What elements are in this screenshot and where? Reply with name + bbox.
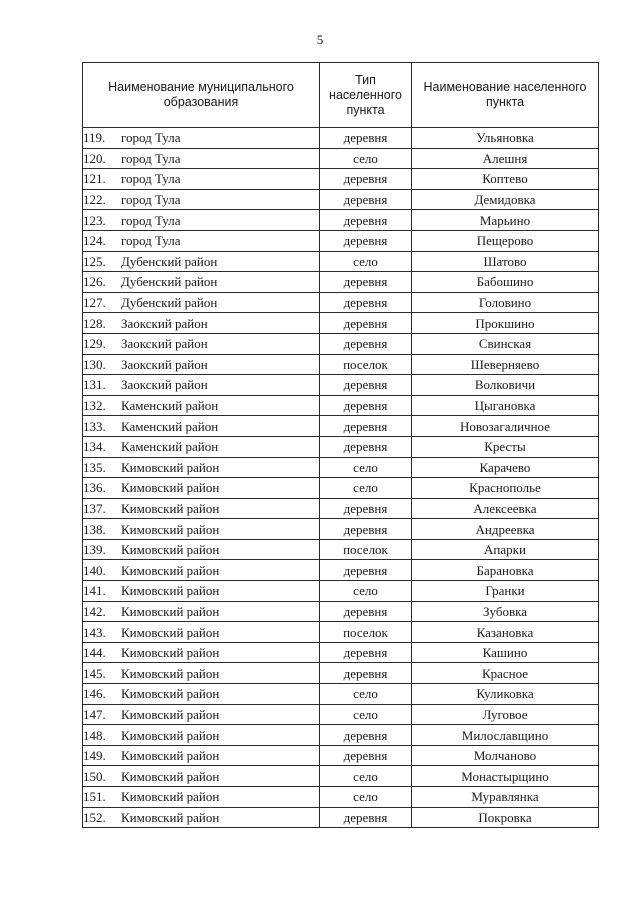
- municipality-cell: [83, 642, 320, 663]
- municipality-name: Кимовский район: [121, 789, 220, 805]
- table-row: [83, 436, 599, 457]
- municipality-cell: [83, 416, 320, 437]
- municipality-name: Дубенский район: [121, 253, 218, 269]
- municipality-cell: [83, 478, 320, 499]
- municipality-cell: [83, 807, 320, 828]
- row-number: 119.: [83, 130, 106, 146]
- municipality-cell: [83, 622, 320, 643]
- settlement-name-cell: Зубовка: [412, 601, 599, 622]
- municipality-name: Кимовский район: [121, 686, 220, 702]
- municipality-name: Кимовский район: [121, 645, 220, 661]
- municipality-name: Кимовский район: [121, 748, 220, 764]
- municipality-cell: [83, 395, 320, 416]
- page-number: 5: [316, 32, 324, 47]
- municipality-name: Кимовский район: [121, 768, 220, 784]
- settlement-type-cell: село: [320, 148, 412, 169]
- settlement-name-cell: Молчаново: [412, 745, 599, 766]
- settlement-name-cell: Карачево: [412, 457, 599, 478]
- row-number: 132.: [83, 398, 106, 414]
- row-number: 136.: [83, 480, 106, 496]
- settlement-name-cell: Демидовка: [412, 189, 599, 210]
- settlement-type-cell: деревня: [320, 436, 412, 457]
- settlement-name-cell: Свинская: [412, 333, 599, 354]
- row-number: 142.: [83, 603, 106, 619]
- settlement-type-cell: село: [320, 684, 412, 705]
- municipality-cell: [83, 704, 320, 725]
- row-number: 129.: [83, 336, 106, 352]
- table-body: [83, 128, 599, 828]
- municipality-cell: [83, 766, 320, 787]
- settlement-name-cell: Бабошино: [412, 272, 599, 293]
- table-row: [83, 663, 599, 684]
- table-row: [83, 787, 599, 808]
- settlement-type-cell: село: [320, 457, 412, 478]
- municipality-cell: [83, 251, 320, 272]
- municipality-cell: [83, 313, 320, 334]
- settlement-type-cell: деревня: [320, 230, 412, 251]
- settlement-type-cell: село: [320, 704, 412, 725]
- table-row: [83, 684, 599, 705]
- municipality-cell: [83, 189, 320, 210]
- municipality-name: Заокский район: [121, 336, 208, 352]
- municipality-name: Каменский район: [121, 418, 219, 434]
- settlement-name-cell: Кашино: [412, 642, 599, 663]
- row-number: 131.: [83, 377, 106, 393]
- settlement-type-cell: деревня: [320, 272, 412, 293]
- settlements-table: [82, 62, 599, 828]
- row-number: 128.: [83, 315, 106, 331]
- municipality-name: Каменский район: [121, 439, 219, 455]
- municipality-cell: [83, 148, 320, 169]
- municipality-name: город Тула: [121, 171, 181, 187]
- header-municipality: Наименование муниципального образования: [83, 63, 320, 128]
- row-number: 144.: [83, 645, 106, 661]
- settlement-type-cell: деревня: [320, 519, 412, 540]
- municipality-name: Заокский район: [121, 356, 208, 372]
- row-number: 148.: [83, 727, 106, 743]
- municipality-cell: [83, 333, 320, 354]
- row-number: 120.: [83, 150, 106, 166]
- settlement-name-cell: Андреевка: [412, 519, 599, 540]
- row-number: 141.: [83, 583, 106, 599]
- row-number: 130.: [83, 356, 106, 372]
- settlement-name-cell: Краснополье: [412, 478, 599, 499]
- municipality-cell: [83, 519, 320, 540]
- municipality-cell: [83, 292, 320, 313]
- municipality-name: Заокский район: [121, 377, 208, 393]
- settlement-type-cell: деревня: [320, 313, 412, 334]
- municipality-name: Кимовский район: [121, 727, 220, 743]
- municipality-name: Кимовский район: [121, 480, 220, 496]
- table-header: [83, 63, 599, 128]
- municipality-cell: [83, 787, 320, 808]
- row-number: 135.: [83, 459, 106, 475]
- row-number: 140.: [83, 562, 106, 578]
- row-number: 138.: [83, 521, 106, 537]
- municipality-cell: [83, 560, 320, 581]
- row-number: 145.: [83, 665, 106, 681]
- settlement-type-cell: поселок: [320, 622, 412, 643]
- table-row: [83, 333, 599, 354]
- settlement-type-cell: деревня: [320, 807, 412, 828]
- municipality-name: Кимовский район: [121, 624, 220, 640]
- table-row: [83, 292, 599, 313]
- table-row: [83, 148, 599, 169]
- municipality-name: Кимовский район: [121, 665, 220, 681]
- table-row: [83, 539, 599, 560]
- municipality-name: Кимовский район: [121, 583, 220, 599]
- settlement-name-cell: Коптево: [412, 169, 599, 190]
- settlement-name-cell: Куликовка: [412, 684, 599, 705]
- settlement-name-cell: Волковичи: [412, 375, 599, 396]
- settlement-name-cell: Ульяновка: [412, 128, 599, 149]
- municipality-cell: [83, 539, 320, 560]
- row-number: 121.: [83, 171, 106, 187]
- municipality-cell: [83, 436, 320, 457]
- settlement-name-cell: Гранки: [412, 581, 599, 602]
- municipality-name: город Тула: [121, 233, 181, 249]
- municipality-name: Каменский район: [121, 398, 219, 414]
- settlement-name-cell: Луговое: [412, 704, 599, 725]
- table-row: [83, 169, 599, 190]
- municipality-cell: [83, 725, 320, 746]
- municipality-cell: [83, 210, 320, 231]
- settlement-name-cell: Казановка: [412, 622, 599, 643]
- municipality-cell: [83, 128, 320, 149]
- row-number: 152.: [83, 809, 106, 825]
- settlement-type-cell: деревня: [320, 128, 412, 149]
- settlement-type-cell: село: [320, 251, 412, 272]
- settlement-name-cell: Монастырщино: [412, 766, 599, 787]
- municipality-name: Кимовский район: [121, 809, 220, 825]
- row-number: 125.: [83, 253, 106, 269]
- settlement-name-cell: Алешня: [412, 148, 599, 169]
- municipality-name: Кимовский район: [121, 500, 220, 516]
- settlement-name-cell: Шеверняево: [412, 354, 599, 375]
- table-row: [83, 725, 599, 746]
- municipality-cell: [83, 498, 320, 519]
- row-number: 146.: [83, 686, 106, 702]
- settlement-type-cell: деревня: [320, 725, 412, 746]
- row-number: 124.: [83, 233, 106, 249]
- table-row: [83, 581, 599, 602]
- row-number: 147.: [83, 706, 106, 722]
- table-row: [83, 478, 599, 499]
- table-row: [83, 230, 599, 251]
- settlement-type-cell: село: [320, 581, 412, 602]
- table-row: [83, 560, 599, 581]
- table-row: [83, 313, 599, 334]
- settlement-type-cell: деревня: [320, 601, 412, 622]
- table-row: [83, 642, 599, 663]
- municipality-cell: [83, 230, 320, 251]
- municipality-cell: [83, 663, 320, 684]
- settlement-name-cell: Марьино: [412, 210, 599, 231]
- settlement-type-cell: село: [320, 478, 412, 499]
- row-number: 151.: [83, 789, 106, 805]
- table-row: [83, 189, 599, 210]
- settlement-name-cell: Пещерово: [412, 230, 599, 251]
- table-row: [83, 519, 599, 540]
- header-row: [83, 63, 599, 128]
- table-row: [83, 498, 599, 519]
- municipality-name: Дубенский район: [121, 274, 218, 290]
- settlement-type-cell: село: [320, 766, 412, 787]
- municipality-name: Кимовский район: [121, 562, 220, 578]
- municipality-cell: [83, 272, 320, 293]
- table-row: [83, 622, 599, 643]
- settlement-type-cell: деревня: [320, 189, 412, 210]
- settlement-type-cell: деревня: [320, 292, 412, 313]
- row-number: 122.: [83, 192, 106, 208]
- municipality-cell: [83, 581, 320, 602]
- municipality-name: Кимовский район: [121, 603, 220, 619]
- settlement-name-cell: Апарки: [412, 539, 599, 560]
- settlement-type-cell: деревня: [320, 333, 412, 354]
- row-number: 149.: [83, 748, 106, 764]
- municipality-cell: [83, 601, 320, 622]
- settlement-type-cell: деревня: [320, 498, 412, 519]
- settlement-name-cell: Цыгановка: [412, 395, 599, 416]
- table-row: [83, 766, 599, 787]
- header-settlement-type: Тип населенного пункта: [320, 63, 412, 128]
- header-settlement-name: Наименование населенного пункта: [412, 63, 599, 128]
- settlement-name-cell: Новозагаличное: [412, 416, 599, 437]
- municipality-cell: [83, 169, 320, 190]
- municipality-name: Кимовский район: [121, 521, 220, 537]
- settlement-type-cell: деревня: [320, 745, 412, 766]
- municipality-name: город Тула: [121, 150, 181, 166]
- table-row: [83, 395, 599, 416]
- settlement-type-cell: село: [320, 787, 412, 808]
- row-number: 150.: [83, 768, 106, 784]
- table-row: [83, 354, 599, 375]
- row-number: 137.: [83, 500, 106, 516]
- table-row: [83, 251, 599, 272]
- table-row: [83, 745, 599, 766]
- settlement-type-cell: деревня: [320, 375, 412, 396]
- table-row: [83, 210, 599, 231]
- row-number: 123.: [83, 212, 106, 228]
- municipality-name: Кимовский район: [121, 459, 220, 475]
- settlement-name-cell: Милославщино: [412, 725, 599, 746]
- table-row: [83, 272, 599, 293]
- settlement-name-cell: Барановка: [412, 560, 599, 581]
- settlement-name-cell: Красное: [412, 663, 599, 684]
- row-number: 134.: [83, 439, 106, 455]
- municipality-name: Кимовский район: [121, 542, 220, 558]
- table-row: [83, 375, 599, 396]
- table-row: [83, 601, 599, 622]
- row-number: 126.: [83, 274, 106, 290]
- settlement-type-cell: деревня: [320, 663, 412, 684]
- settlement-name-cell: Прокшино: [412, 313, 599, 334]
- municipality-name: город Тула: [121, 212, 181, 228]
- settlement-name-cell: Головино: [412, 292, 599, 313]
- settlement-type-cell: деревня: [320, 560, 412, 581]
- municipality-cell: [83, 745, 320, 766]
- row-number: 143.: [83, 624, 106, 640]
- municipality-name: Заокский район: [121, 315, 208, 331]
- municipality-cell: [83, 354, 320, 375]
- settlement-type-cell: деревня: [320, 210, 412, 231]
- municipality-cell: [83, 375, 320, 396]
- table-row: [83, 128, 599, 149]
- settlement-type-cell: поселок: [320, 539, 412, 560]
- municipality-cell: [83, 457, 320, 478]
- settlement-name-cell: Алексеевка: [412, 498, 599, 519]
- settlement-name-cell: Муравлянка: [412, 787, 599, 808]
- row-number: 133.: [83, 418, 106, 434]
- settlement-type-cell: деревня: [320, 395, 412, 416]
- table-row: [83, 416, 599, 437]
- settlement-name-cell: Покровка: [412, 807, 599, 828]
- row-number: 139.: [83, 542, 106, 558]
- municipality-cell: [83, 684, 320, 705]
- table-row: [83, 457, 599, 478]
- municipality-name: город Тула: [121, 130, 181, 146]
- row-number: 127.: [83, 295, 106, 311]
- table-row: [83, 704, 599, 725]
- settlement-type-cell: поселок: [320, 354, 412, 375]
- settlement-name-cell: Кресты: [412, 436, 599, 457]
- settlement-name-cell: Шатово: [412, 251, 599, 272]
- table-row: [83, 807, 599, 828]
- municipality-name: город Тула: [121, 192, 181, 208]
- settlement-type-cell: деревня: [320, 416, 412, 437]
- municipality-name: Кимовский район: [121, 706, 220, 722]
- municipality-name: Дубенский район: [121, 295, 218, 311]
- settlement-type-cell: деревня: [320, 642, 412, 663]
- settlement-type-cell: деревня: [320, 169, 412, 190]
